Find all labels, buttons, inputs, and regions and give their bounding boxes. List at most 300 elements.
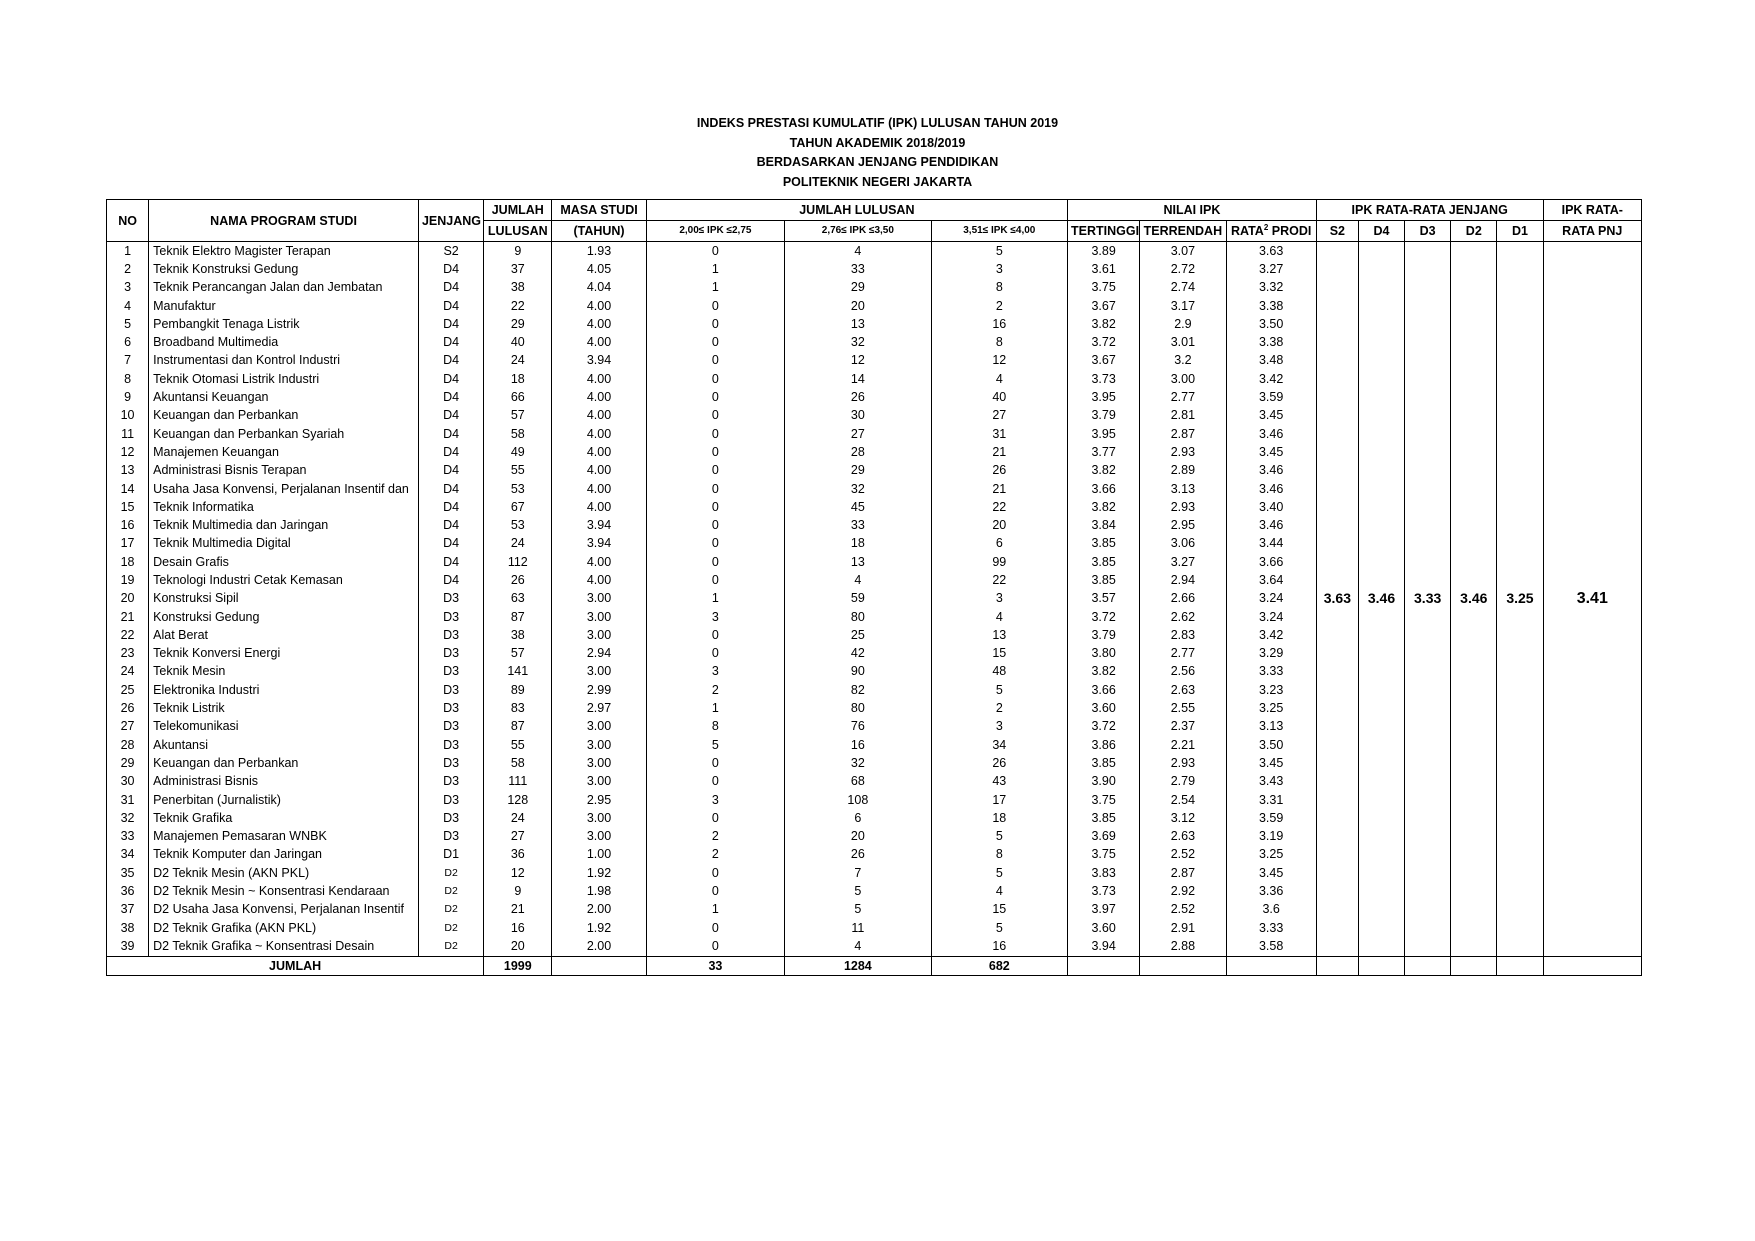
cell-range-3: 4 [931,882,1067,900]
col-tertinggi-header: TERTINGGI [1068,221,1140,242]
cell-jenjang: D3 [418,626,483,644]
cell-tertinggi: 3.82 [1068,462,1140,480]
cell-jenjang: D3 [418,736,483,754]
cell-no: 3 [107,279,149,297]
cell-rata-prodi: 3.46 [1226,462,1316,480]
cell-no: 9 [107,388,149,406]
cell-nama: Teknik Komputer dan Jaringan [149,846,419,864]
cell-range-1: 0 [646,553,784,571]
totals-jenjang-d1 [1497,956,1543,975]
cell-no: 35 [107,864,149,882]
cell-range-3: 31 [931,425,1067,443]
cell-range-2: 42 [785,645,931,663]
cell-range-3: 40 [931,388,1067,406]
cell-lulusan: 36 [484,846,552,864]
totals-range-1: 33 [646,956,784,975]
cell-terrendah: 2.88 [1140,937,1226,956]
cell-lulusan: 87 [484,608,552,626]
cell-jenjang: D4 [418,297,483,315]
cell-rata-prodi: 3.50 [1226,736,1316,754]
col-no-header: NO [107,200,149,242]
cell-range-2: 80 [785,699,931,717]
cell-tertinggi: 3.75 [1068,279,1140,297]
cell-terrendah: 2.54 [1140,791,1226,809]
cell-lulusan: 83 [484,699,552,717]
cell-masa-studi: 1.93 [552,242,646,261]
cell-masa-studi: 4.05 [552,260,646,278]
cell-range-3: 5 [931,864,1067,882]
cell-range-2: 4 [785,571,931,589]
avg-pnj: 3.41 [1543,242,1641,957]
cell-lulusan: 89 [484,681,552,699]
cell-rata-prodi: 3.19 [1226,828,1316,846]
cell-jenjang: D4 [418,407,483,425]
avg-s2: 3.63 [1316,242,1358,957]
cell-terrendah: 2.52 [1140,846,1226,864]
cell-rata-prodi: 3.42 [1226,370,1316,388]
cell-range-2: 26 [785,388,931,406]
cell-jenjang: S2 [418,242,483,261]
cell-no: 12 [107,443,149,461]
cell-tertinggi: 3.80 [1068,645,1140,663]
cell-no: 15 [107,498,149,516]
cell-range-3: 99 [931,553,1067,571]
cell-range-1: 1 [646,260,784,278]
cell-jenjang: D3 [418,773,483,791]
cell-lulusan: 22 [484,297,552,315]
cell-nama: D2 Teknik Mesin ~ Konsentrasi Kendaraan [149,882,419,900]
title-line: POLITEKNIK NEGERI JAKARTA [782,174,973,189]
cell-nama: Elektronika Industri [149,681,419,699]
avg-d3: 3.33 [1405,242,1451,957]
cell-lulusan: 111 [484,773,552,791]
col-d2-header: D2 [1451,221,1497,242]
cell-range-1: 1 [646,590,784,608]
totals-row [107,956,1642,975]
cell-jenjang: D4 [418,370,483,388]
cell-jenjang: D3 [418,754,483,772]
cell-lulusan: 128 [484,791,552,809]
cell-range-1: 3 [646,791,784,809]
cell-no: 5 [107,315,149,333]
cell-rata-prodi: 3.13 [1226,718,1316,736]
cell-jenjang: D4 [418,388,483,406]
cell-range-2: 6 [785,809,931,827]
cell-no: 30 [107,773,149,791]
cell-range-2: 90 [785,663,931,681]
cell-tertinggi: 3.60 [1068,919,1140,937]
totals-pnj [1543,956,1641,975]
cell-tertinggi: 3.60 [1068,699,1140,717]
cell-no: 10 [107,407,149,425]
cell-terrendah: 2.77 [1140,388,1226,406]
cell-terrendah: 2.93 [1140,754,1226,772]
cell-lulusan: 112 [484,553,552,571]
totals-tertinggi [1068,956,1140,975]
cell-rata-prodi: 3.45 [1226,443,1316,461]
cell-no: 14 [107,480,149,498]
cell-range-3: 21 [931,443,1067,461]
cell-lulusan: 38 [484,626,552,644]
cell-no: 23 [107,645,149,663]
cell-no: 24 [107,663,149,681]
cell-masa-studi: 4.00 [552,333,646,351]
document-title [0,114,1755,192]
cell-nama: Administrasi Bisnis Terapan [149,462,419,480]
cell-nama: Teknik Multimedia Digital [149,535,419,553]
cell-nama: Administrasi Bisnis [149,773,419,791]
cell-jenjang: D3 [418,608,483,626]
cell-range-1: 0 [646,626,784,644]
cell-range-3: 5 [931,681,1067,699]
cell-lulusan: 20 [484,937,552,956]
cell-jenjang: D1 [418,846,483,864]
cell-range-2: 4 [785,937,931,956]
cell-rata-prodi: 3.64 [1226,571,1316,589]
cell-terrendah: 3.27 [1140,553,1226,571]
cell-tertinggi: 3.69 [1068,828,1140,846]
cell-range-3: 17 [931,791,1067,809]
cell-rata-prodi: 3.29 [1226,645,1316,663]
cell-range-3: 43 [931,773,1067,791]
cell-tertinggi: 3.79 [1068,407,1140,425]
cell-range-2: 45 [785,498,931,516]
cell-terrendah: 2.66 [1140,590,1226,608]
cell-range-1: 0 [646,919,784,937]
cell-range-3: 16 [931,937,1067,956]
cell-range-3: 22 [931,498,1067,516]
cell-no: 36 [107,882,149,900]
cell-no: 25 [107,681,149,699]
cell-range-1: 0 [646,498,784,516]
cell-masa-studi: 4.00 [552,425,646,443]
cell-lulusan: 27 [484,828,552,846]
cell-terrendah: 2.87 [1140,864,1226,882]
col-terrendah-header: TERRENDAH [1140,221,1226,242]
cell-rata-prodi: 3.25 [1226,699,1316,717]
cell-jenjang: D3 [418,645,483,663]
cell-jenjang: D3 [418,590,483,608]
cell-nama: Akuntansi Keuangan [149,388,419,406]
cell-range-3: 8 [931,846,1067,864]
cell-range-2: 13 [785,553,931,571]
cell-range-2: 32 [785,480,931,498]
cell-nama: Teknik Mesin [149,663,419,681]
title-line: INDEKS PRESTASI KUMULATIF (IPK) LULUSAN TAHUN 2019 [696,116,1059,130]
cell-range-1: 0 [646,571,784,589]
cell-range-3: 6 [931,535,1067,553]
cell-range-1: 1 [646,901,784,919]
cell-terrendah: 3.17 [1140,297,1226,315]
cell-jenjang: D4 [418,516,483,534]
cell-lulusan: 24 [484,352,552,370]
cell-tertinggi: 3.67 [1068,297,1140,315]
cell-range-3: 27 [931,407,1067,425]
cell-range-1: 0 [646,516,784,534]
cell-masa-studi: 3.00 [552,736,646,754]
cell-masa-studi: 3.00 [552,754,646,772]
cell-nama: Instrumentasi dan Kontrol Industri [149,352,419,370]
cell-rata-prodi: 3.63 [1226,242,1316,261]
cell-tertinggi: 3.73 [1068,370,1140,388]
avg-d2: 3.46 [1451,242,1497,957]
cell-range-2: 33 [785,516,931,534]
cell-tertinggi: 3.85 [1068,809,1140,827]
cell-range-1: 0 [646,297,784,315]
cell-range-2: 76 [785,718,931,736]
jumlah-lulusan-group-header: JUMLAH LULUSAN [646,200,1067,221]
cell-jenjang: D2 [418,901,483,919]
cell-lulusan: 57 [484,407,552,425]
col-range-3-header: 3,51≤ IPK ≤4,00 [931,221,1067,242]
cell-range-1: 0 [646,407,784,425]
cell-nama: Teknik Informatika [149,498,419,516]
cell-range-2: 16 [785,736,931,754]
cell-range-1: 0 [646,443,784,461]
cell-nama: Teknik Otomasi Listrik Industri [149,370,419,388]
cell-masa-studi: 4.00 [552,462,646,480]
cell-jenjang: D4 [418,480,483,498]
cell-lulusan: 24 [484,535,552,553]
cell-range-3: 15 [931,645,1067,663]
cell-range-1: 2 [646,681,784,699]
cell-range-2: 108 [785,791,931,809]
cell-jenjang: D4 [418,333,483,351]
cell-rata-prodi: 3.58 [1226,937,1316,956]
table-body [107,242,1642,957]
cell-tertinggi: 3.84 [1068,516,1140,534]
cell-rata-prodi: 3.40 [1226,498,1316,516]
cell-lulusan: 40 [484,333,552,351]
cell-range-2: 11 [785,919,931,937]
cell-range-1: 5 [646,736,784,754]
cell-masa-studi: 4.00 [552,388,646,406]
cell-lulusan: 66 [484,388,552,406]
cell-masa-studi: 4.04 [552,279,646,297]
cell-rata-prodi: 3.66 [1226,553,1316,571]
cell-tertinggi: 3.72 [1068,333,1140,351]
table-footer [107,956,1642,975]
cell-range-2: 30 [785,407,931,425]
cell-lulusan: 63 [484,590,552,608]
cell-range-2: 7 [785,864,931,882]
col-masa-studi-header-2: (TAHUN) [552,221,646,242]
cell-nama: D2 Usaha Jasa Konvensi, Perjalanan Insentif [149,901,419,919]
cell-lulusan: 58 [484,425,552,443]
cell-range-1: 0 [646,864,784,882]
cell-terrendah: 2.63 [1140,681,1226,699]
cell-lulusan: 9 [484,242,552,261]
cell-nama: D2 Teknik Mesin (AKN PKL) [149,864,419,882]
cell-tertinggi: 3.83 [1068,864,1140,882]
cell-terrendah: 2.52 [1140,901,1226,919]
cell-nama: Pembangkit Tenaga Listrik [149,315,419,333]
cell-terrendah: 2.93 [1140,498,1226,516]
cell-terrendah: 2.72 [1140,260,1226,278]
cell-tertinggi: 3.67 [1068,352,1140,370]
cell-lulusan: 57 [484,645,552,663]
cell-range-3: 21 [931,480,1067,498]
table-row [107,242,1642,261]
cell-range-2: 33 [785,260,931,278]
cell-terrendah: 2.77 [1140,645,1226,663]
cell-range-3: 16 [931,315,1067,333]
cell-terrendah: 2.83 [1140,626,1226,644]
cell-range-2: 26 [785,846,931,864]
cell-range-2: 14 [785,370,931,388]
cell-rata-prodi: 3.45 [1226,754,1316,772]
cell-jenjang: D3 [418,809,483,827]
cell-jenjang: D3 [418,828,483,846]
cell-masa-studi: 3.94 [552,535,646,553]
cell-lulusan: 29 [484,315,552,333]
cell-no: 2 [107,260,149,278]
cell-rata-prodi: 3.45 [1226,864,1316,882]
cell-range-1: 0 [646,242,784,261]
cell-masa-studi: 4.00 [552,297,646,315]
cell-nama: D2 Teknik Grafika ~ Konsentrasi Desain [149,937,419,956]
cell-tertinggi: 3.95 [1068,388,1140,406]
cell-nama: Telekomunikasi [149,718,419,736]
cell-range-2: 32 [785,333,931,351]
cell-range-1: 3 [646,663,784,681]
cell-terrendah: 2.74 [1140,279,1226,297]
cell-no: 1 [107,242,149,261]
cell-jenjang: D4 [418,498,483,516]
cell-range-2: 59 [785,590,931,608]
cell-jenjang: D2 [418,919,483,937]
cell-no: 22 [107,626,149,644]
cell-rata-prodi: 3.38 [1226,333,1316,351]
totals-jenjang-d2 [1451,956,1497,975]
cell-terrendah: 3.2 [1140,352,1226,370]
cell-range-1: 0 [646,333,784,351]
cell-masa-studi: 3.00 [552,608,646,626]
cell-lulusan: 53 [484,516,552,534]
cell-nama: Penerbitan (Jurnalistik) [149,791,419,809]
totals-jenjang-s2 [1316,956,1358,975]
cell-rata-prodi: 3.42 [1226,626,1316,644]
cell-range-2: 29 [785,462,931,480]
cell-rata-prodi: 3.23 [1226,681,1316,699]
cell-terrendah: 2.94 [1140,571,1226,589]
cell-range-1: 0 [646,809,784,827]
cell-range-3: 2 [931,297,1067,315]
cell-range-1: 0 [646,462,784,480]
cell-no: 19 [107,571,149,589]
cell-range-1: 1 [646,699,784,717]
cell-lulusan: 38 [484,279,552,297]
cell-rata-prodi: 3.27 [1226,260,1316,278]
cell-nama: Teknik Grafika [149,809,419,827]
avg-d4: 3.46 [1358,242,1404,957]
cell-rata-prodi: 3.43 [1226,773,1316,791]
cell-terrendah: 2.91 [1140,919,1226,937]
cell-rata-prodi: 3.59 [1226,809,1316,827]
col-nama-header: NAMA PROGRAM STUDI [149,200,419,242]
cell-terrendah: 2.87 [1140,425,1226,443]
cell-no: 32 [107,809,149,827]
cell-terrendah: 3.07 [1140,242,1226,261]
cell-rata-prodi: 3.33 [1226,919,1316,937]
cell-jenjang: D3 [418,699,483,717]
cell-range-2: 32 [785,754,931,772]
cell-range-3: 18 [931,809,1067,827]
cell-range-3: 4 [931,608,1067,626]
cell-range-1: 0 [646,882,784,900]
cell-rata-prodi: 3.25 [1226,846,1316,864]
cell-range-2: 13 [785,315,931,333]
cell-masa-studi: 4.00 [552,407,646,425]
cell-no: 33 [107,828,149,846]
cell-jenjang: D3 [418,663,483,681]
cell-range-3: 3 [931,718,1067,736]
nilai-ipk-group-header: NILAI IPK [1068,200,1317,221]
cell-range-1: 0 [646,754,784,772]
cell-no: 17 [107,535,149,553]
cell-tertinggi: 3.61 [1068,260,1140,278]
cell-nama: Broadband Multimedia [149,333,419,351]
cell-rata-prodi: 3.24 [1226,608,1316,626]
cell-masa-studi: 1.92 [552,864,646,882]
cell-jenjang: D4 [418,279,483,297]
cell-range-1: 1 [646,279,784,297]
cell-range-1: 0 [646,773,784,791]
cell-range-3: 12 [931,352,1067,370]
cell-tertinggi: 3.85 [1068,754,1140,772]
cell-lulusan: 55 [484,736,552,754]
cell-nama: Desain Grafis [149,553,419,571]
cell-range-3: 34 [931,736,1067,754]
cell-lulusan: 21 [484,901,552,919]
col-jumlah-lulusan-header: JUMLAH [484,200,552,221]
cell-range-2: 29 [785,279,931,297]
cell-tertinggi: 3.72 [1068,718,1140,736]
cell-masa-studi: 4.00 [552,480,646,498]
cell-range-1: 0 [646,937,784,956]
cell-rata-prodi: 3.6 [1226,901,1316,919]
cell-terrendah: 3.12 [1140,809,1226,827]
cell-jenjang: D2 [418,937,483,956]
totals-jenjang-d3 [1405,956,1451,975]
cell-rata-prodi: 3.48 [1226,352,1316,370]
cell-nama: Keuangan dan Perbankan [149,407,419,425]
cell-no: 18 [107,553,149,571]
cell-masa-studi: 2.00 [552,937,646,956]
cell-range-3: 15 [931,901,1067,919]
cell-masa-studi: 3.00 [552,809,646,827]
col-jenjang-header: JENJANG [418,200,483,242]
cell-tertinggi: 3.95 [1068,425,1140,443]
col-d4-header: D4 [1358,221,1404,242]
cell-masa-studi: 4.00 [552,498,646,516]
cell-terrendah: 2.21 [1140,736,1226,754]
col-ipk-pnj-header: IPK RATA- [1543,200,1641,221]
cell-range-2: 80 [785,608,931,626]
cell-jenjang: D2 [418,864,483,882]
cell-lulusan: 53 [484,480,552,498]
cell-masa-studi: 4.00 [552,553,646,571]
cell-lulusan: 49 [484,443,552,461]
cell-range-2: 12 [785,352,931,370]
cell-lulusan: 141 [484,663,552,681]
cell-masa-studi: 3.00 [552,828,646,846]
totals-jenjang-d4 [1358,956,1404,975]
cell-tertinggi: 3.73 [1068,882,1140,900]
cell-terrendah: 2.79 [1140,773,1226,791]
cell-range-2: 27 [785,425,931,443]
cell-range-3: 13 [931,626,1067,644]
